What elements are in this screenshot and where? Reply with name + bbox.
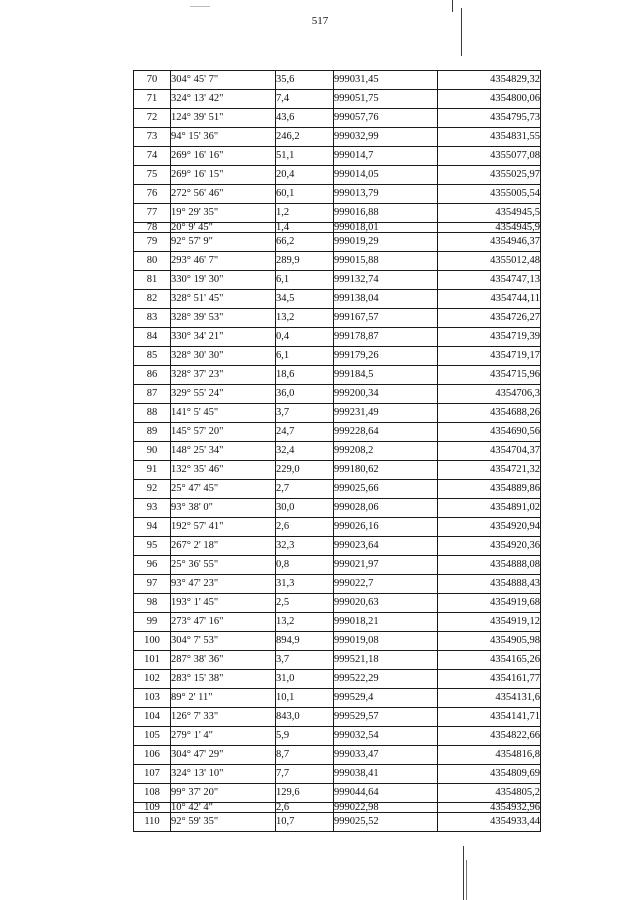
table-row: [134, 90, 541, 109]
point-number-cell: 84: [134, 328, 171, 347]
table-row: [134, 556, 541, 575]
coord-x-cell: 999014,7: [334, 147, 438, 166]
coord-y-cell: 4354816,8: [438, 746, 541, 765]
coord-y-cell: 4355005,54: [438, 185, 541, 204]
point-number-cell: 73: [134, 128, 171, 147]
coord-y-cell: 4354829,32: [438, 71, 541, 90]
coord-y-cell: 4354831,55: [438, 128, 541, 147]
coord-y-cell: 4354889,86: [438, 480, 541, 499]
length-cell: 2,5: [276, 594, 334, 613]
coord-x-cell: 999018,01: [334, 223, 438, 233]
point-number-cell: 105: [134, 727, 171, 746]
angle-cell: 330° 34' 21": [171, 328, 276, 347]
table-row: [134, 594, 541, 613]
point-number-cell: 86: [134, 366, 171, 385]
coord-y-cell: 4354719,17: [438, 347, 541, 366]
point-number-cell: 97: [134, 575, 171, 594]
length-cell: 1,4: [276, 223, 334, 233]
table-row: [134, 233, 541, 252]
length-cell: 0,4: [276, 328, 334, 347]
table-row: [134, 442, 541, 461]
length-cell: 34,5: [276, 290, 334, 309]
coord-x-cell: 999057,76: [334, 109, 438, 128]
point-number-cell: 85: [134, 347, 171, 366]
point-number-cell: 102: [134, 670, 171, 689]
coord-x-cell: 999032,54: [334, 727, 438, 746]
angle-cell: 124° 39' 51": [171, 109, 276, 128]
angle-cell: 324° 13' 10": [171, 765, 276, 784]
length-cell: 36,0: [276, 385, 334, 404]
point-number-cell: 83: [134, 309, 171, 328]
coord-y-cell: 4354822,66: [438, 727, 541, 746]
length-cell: 2,6: [276, 803, 334, 813]
coord-x-cell: 999019,08: [334, 632, 438, 651]
angle-cell: 89° 2' 11": [171, 689, 276, 708]
coord-y-cell: 4354888,43: [438, 575, 541, 594]
table-row: [134, 185, 541, 204]
length-cell: 6,1: [276, 271, 334, 290]
angle-cell: 273° 47' 16": [171, 613, 276, 632]
point-number-cell: 92: [134, 480, 171, 499]
coord-y-cell: 4354946,37: [438, 233, 541, 252]
coord-y-cell: 4354715,96: [438, 366, 541, 385]
table-row: [134, 784, 541, 803]
length-cell: 5,9: [276, 727, 334, 746]
length-cell: 31,3: [276, 575, 334, 594]
table-row: [134, 499, 541, 518]
coord-y-cell: 4354721,32: [438, 461, 541, 480]
angle-cell: 93° 38' 0": [171, 499, 276, 518]
length-cell: 6,1: [276, 347, 334, 366]
point-number-cell: 87: [134, 385, 171, 404]
coord-y-cell: 4354800,06: [438, 90, 541, 109]
coord-y-cell: 4354747,13: [438, 271, 541, 290]
coord-y-cell: 4354726,27: [438, 309, 541, 328]
coord-x-cell: 999025,66: [334, 480, 438, 499]
length-cell: 35,6: [276, 71, 334, 90]
table-row: [134, 71, 541, 90]
point-number-cell: 70: [134, 71, 171, 90]
table-row: [134, 613, 541, 632]
coord-y-cell: 4354706,3: [438, 385, 541, 404]
table-body: [134, 71, 541, 832]
coord-y-cell: 4354688,26: [438, 404, 541, 423]
table-row: [134, 271, 541, 290]
coord-y-cell: 4354704,37: [438, 442, 541, 461]
table-row: [134, 765, 541, 784]
table-row: [134, 385, 541, 404]
angle-cell: 269° 16' 16": [171, 147, 276, 166]
table-row: [134, 651, 541, 670]
coord-y-cell: 4354744,11: [438, 290, 541, 309]
coord-y-cell: 4354932,96: [438, 803, 541, 813]
coord-x-cell: 999138,04: [334, 290, 438, 309]
table-row: [134, 537, 541, 556]
length-cell: 7,4: [276, 90, 334, 109]
table-row: [134, 128, 541, 147]
point-number-cell: 96: [134, 556, 171, 575]
point-number-cell: 108: [134, 784, 171, 803]
angle-cell: 20° 9' 45": [171, 223, 276, 233]
angle-cell: 293° 46' 7": [171, 252, 276, 271]
scan-artifact-line: [463, 846, 464, 900]
coord-x-cell: 999228,64: [334, 423, 438, 442]
length-cell: 843,0: [276, 708, 334, 727]
point-number-cell: 99: [134, 613, 171, 632]
point-number-cell: 88: [134, 404, 171, 423]
table-row: [134, 166, 541, 185]
coord-y-cell: 4354920,36: [438, 537, 541, 556]
point-number-cell: 82: [134, 290, 171, 309]
coord-x-cell: 999031,45: [334, 71, 438, 90]
angle-cell: 92° 59' 35": [171, 813, 276, 832]
angle-cell: 330° 19' 30": [171, 271, 276, 290]
coord-y-cell: 4354809,69: [438, 765, 541, 784]
table-row: [134, 480, 541, 499]
scan-artifact-line: [452, 0, 453, 12]
coord-x-cell: 999038,41: [334, 765, 438, 784]
coord-y-cell: 4354933,44: [438, 813, 541, 832]
table-row: [134, 109, 541, 128]
length-cell: 20,4: [276, 166, 334, 185]
point-number-cell: 107: [134, 765, 171, 784]
point-number-cell: 98: [134, 594, 171, 613]
table-row: [134, 252, 541, 271]
angle-cell: 148° 25' 34": [171, 442, 276, 461]
point-number-cell: 79: [134, 233, 171, 252]
point-number-cell: 94: [134, 518, 171, 537]
point-number-cell: 81: [134, 271, 171, 290]
coord-x-cell: 999180,62: [334, 461, 438, 480]
length-cell: 32,3: [276, 537, 334, 556]
length-cell: 32,4: [276, 442, 334, 461]
coord-y-cell: 4354805,2: [438, 784, 541, 803]
point-number-cell: 80: [134, 252, 171, 271]
angle-cell: 25° 47' 45": [171, 480, 276, 499]
table-row: [134, 518, 541, 537]
coord-y-cell: 4354920,94: [438, 518, 541, 537]
angle-cell: 19° 29' 35": [171, 204, 276, 223]
angle-cell: 99° 37' 20": [171, 784, 276, 803]
table-row: [134, 708, 541, 727]
length-cell: 18,6: [276, 366, 334, 385]
page-number: 517: [311, 15, 329, 27]
coord-x-cell: 999179,26: [334, 347, 438, 366]
coordinates-table: [133, 70, 541, 832]
table-row: [134, 423, 541, 442]
coord-y-cell: 4355025,97: [438, 166, 541, 185]
angle-cell: 324° 13' 42": [171, 90, 276, 109]
coord-x-cell: 999019,29: [334, 233, 438, 252]
table-row: [134, 223, 541, 233]
coord-y-cell: 4354919,12: [438, 613, 541, 632]
angle-cell: 328° 51' 45": [171, 290, 276, 309]
point-number-cell: 103: [134, 689, 171, 708]
point-number-cell: 89: [134, 423, 171, 442]
point-number-cell: 74: [134, 147, 171, 166]
coord-x-cell: 999022,98: [334, 803, 438, 813]
coord-x-cell: 999167,57: [334, 309, 438, 328]
point-number-cell: 76: [134, 185, 171, 204]
angle-cell: 329° 55' 24": [171, 385, 276, 404]
angle-cell: 304° 45' 7": [171, 71, 276, 90]
angle-cell: 94° 15' 36": [171, 128, 276, 147]
coord-x-cell: 999015,88: [334, 252, 438, 271]
coord-y-cell: 4354919,68: [438, 594, 541, 613]
point-number-cell: 104: [134, 708, 171, 727]
coord-x-cell: 999529,4: [334, 689, 438, 708]
coord-x-cell: 999032,99: [334, 128, 438, 147]
table-row: [134, 309, 541, 328]
point-number-cell: 95: [134, 537, 171, 556]
length-cell: 289,9: [276, 252, 334, 271]
angle-cell: 92° 57' 9": [171, 233, 276, 252]
length-cell: 0,8: [276, 556, 334, 575]
length-cell: 1,2: [276, 204, 334, 223]
table-row: [134, 290, 541, 309]
coord-x-cell: 999014,05: [334, 166, 438, 185]
coord-x-cell: 999020,63: [334, 594, 438, 613]
length-cell: 10,1: [276, 689, 334, 708]
point-number-cell: 106: [134, 746, 171, 765]
table-row: [134, 632, 541, 651]
coord-y-cell: 4354891,02: [438, 499, 541, 518]
length-cell: 31,0: [276, 670, 334, 689]
length-cell: 129,6: [276, 784, 334, 803]
angle-cell: 10° 42' 4": [171, 803, 276, 813]
length-cell: 43,6: [276, 109, 334, 128]
coord-y-cell: 4354905,98: [438, 632, 541, 651]
coord-y-cell: 4354131,6: [438, 689, 541, 708]
point-number-cell: 101: [134, 651, 171, 670]
table-row: [134, 347, 541, 366]
coord-x-cell: 999051,75: [334, 90, 438, 109]
scan-artifact-line: [190, 6, 210, 7]
length-cell: 894,9: [276, 632, 334, 651]
coord-x-cell: 999028,06: [334, 499, 438, 518]
point-number-cell: 110: [134, 813, 171, 832]
table-row: [134, 803, 541, 813]
coord-x-cell: 999044,64: [334, 784, 438, 803]
angle-cell: 328° 39' 53": [171, 309, 276, 328]
angle-cell: 192° 57' 41": [171, 518, 276, 537]
coordinates-table-container: [133, 70, 540, 832]
coord-y-cell: 4354141,71: [438, 708, 541, 727]
coord-y-cell: 4354690,56: [438, 423, 541, 442]
coord-x-cell: 999231,49: [334, 404, 438, 423]
coord-x-cell: 999026,16: [334, 518, 438, 537]
table-row: [134, 746, 541, 765]
coord-x-cell: 999033,47: [334, 746, 438, 765]
length-cell: 7,7: [276, 765, 334, 784]
table-row: [134, 204, 541, 223]
coord-y-cell: 4355077,08: [438, 147, 541, 166]
angle-cell: 272° 56' 46": [171, 185, 276, 204]
table-row: [134, 727, 541, 746]
coord-x-cell: 999529,57: [334, 708, 438, 727]
point-number-cell: 109: [134, 803, 171, 813]
angle-cell: 132° 35' 46": [171, 461, 276, 480]
angle-cell: 279° 1' 4": [171, 727, 276, 746]
angle-cell: 287° 38' 36": [171, 651, 276, 670]
angle-cell: 328° 37' 23": [171, 366, 276, 385]
angle-cell: 145° 57' 20": [171, 423, 276, 442]
angle-cell: 304° 47' 29": [171, 746, 276, 765]
point-number-cell: 72: [134, 109, 171, 128]
angle-cell: 93° 47' 23": [171, 575, 276, 594]
length-cell: 2,6: [276, 518, 334, 537]
coord-y-cell: 4354945,9: [438, 223, 541, 233]
table-row: [134, 328, 541, 347]
point-number-cell: 71: [134, 90, 171, 109]
coord-x-cell: 999023,64: [334, 537, 438, 556]
table-row: [134, 147, 541, 166]
length-cell: 13,2: [276, 309, 334, 328]
angle-cell: 328° 30' 30": [171, 347, 276, 366]
point-number-cell: 78: [134, 223, 171, 233]
scan-artifact-line: [461, 8, 462, 56]
point-number-cell: 100: [134, 632, 171, 651]
angle-cell: 141° 5' 45": [171, 404, 276, 423]
length-cell: 24,7: [276, 423, 334, 442]
coord-x-cell: 999013,79: [334, 185, 438, 204]
length-cell: 246,2: [276, 128, 334, 147]
coord-y-cell: 4354719,39: [438, 328, 541, 347]
table-row: [134, 813, 541, 832]
coord-y-cell: 4354888,08: [438, 556, 541, 575]
coord-x-cell: 999016,88: [334, 204, 438, 223]
angle-cell: 126° 7' 33": [171, 708, 276, 727]
point-number-cell: 77: [134, 204, 171, 223]
coord-y-cell: 4355012,48: [438, 252, 541, 271]
coord-x-cell: 999178,87: [334, 328, 438, 347]
angle-cell: 304° 7' 53": [171, 632, 276, 651]
coord-x-cell: 999184,5: [334, 366, 438, 385]
length-cell: 13,2: [276, 613, 334, 632]
coord-x-cell: 999200,34: [334, 385, 438, 404]
coord-x-cell: 999021,97: [334, 556, 438, 575]
length-cell: 2,7: [276, 480, 334, 499]
coord-x-cell: 999132,74: [334, 271, 438, 290]
angle-cell: 283° 15' 38": [171, 670, 276, 689]
length-cell: 30,0: [276, 499, 334, 518]
coord-y-cell: 4354165,26: [438, 651, 541, 670]
coord-x-cell: 999025,52: [334, 813, 438, 832]
table-row: [134, 366, 541, 385]
point-number-cell: 75: [134, 166, 171, 185]
coord-x-cell: 999521,18: [334, 651, 438, 670]
coord-x-cell: 999522,29: [334, 670, 438, 689]
table-row: [134, 670, 541, 689]
coord-y-cell: 4354161,77: [438, 670, 541, 689]
coord-x-cell: 999018,21: [334, 613, 438, 632]
angle-cell: 269° 16' 15": [171, 166, 276, 185]
length-cell: 51,1: [276, 147, 334, 166]
coord-y-cell: 4354945,5: [438, 204, 541, 223]
angle-cell: 267° 2' 18": [171, 537, 276, 556]
point-number-cell: 93: [134, 499, 171, 518]
table-row: [134, 689, 541, 708]
angle-cell: 193° 1' 45": [171, 594, 276, 613]
length-cell: 60,1: [276, 185, 334, 204]
table-row: [134, 575, 541, 594]
length-cell: 10,7: [276, 813, 334, 832]
angle-cell: 25° 36' 55": [171, 556, 276, 575]
table-row: [134, 404, 541, 423]
length-cell: 3,7: [276, 651, 334, 670]
length-cell: 229,0: [276, 461, 334, 480]
coord-y-cell: 4354795,73: [438, 109, 541, 128]
point-number-cell: 91: [134, 461, 171, 480]
length-cell: 3,7: [276, 404, 334, 423]
point-number-cell: 90: [134, 442, 171, 461]
table-row: [134, 461, 541, 480]
coord-x-cell: 999022,7: [334, 575, 438, 594]
length-cell: 8,7: [276, 746, 334, 765]
coord-x-cell: 999208,2: [334, 442, 438, 461]
length-cell: 66,2: [276, 233, 334, 252]
scan-artifact-line: [466, 860, 467, 900]
